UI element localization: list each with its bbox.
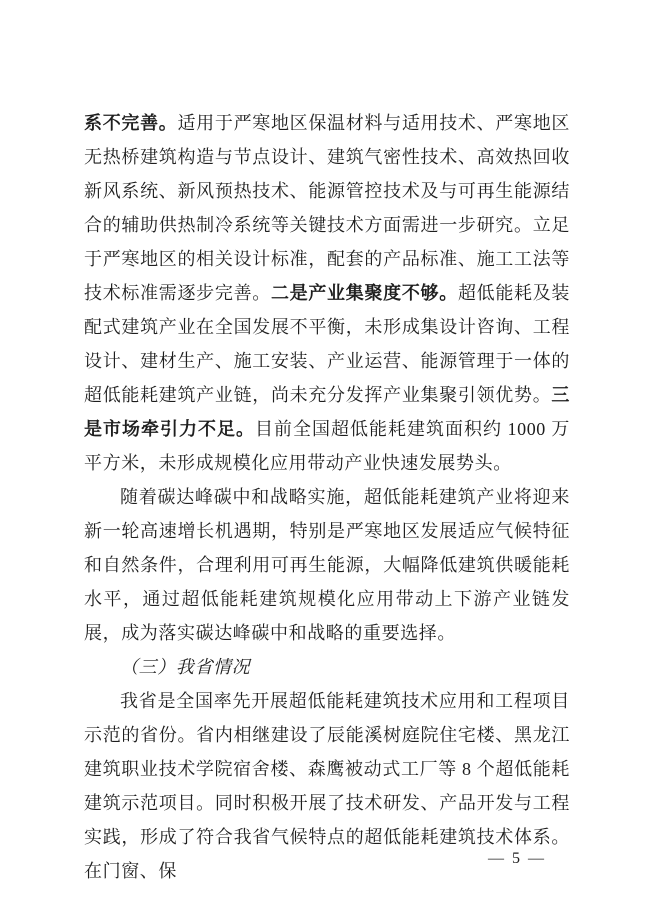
page-number: — 5 — bbox=[488, 850, 546, 867]
document-body bbox=[84, 106, 570, 888]
section-heading bbox=[84, 650, 570, 684]
text-run: 目前全国超低能耗建筑面积约 1000 万平方米，未形成规模化应用带动产业快速发展势头。 bbox=[84, 419, 570, 473]
emphasis-text-run: 系不完善。 bbox=[84, 113, 178, 133]
page-footer bbox=[488, 849, 546, 869]
text-run: 适用于严寒地区保温材料与适用技术、严寒地区无热桥建筑构造与节点设计、建筑气密性技术、高效热回收新风系统、新风预热技术、能源管控技术及与可再生能源结合的辅助供热制冷系统等关键技术方面需进一步研究。立足于严寒地区的相关设计标准，配套的产品标准、施工工法等技术标准需逐步完善。 bbox=[84, 113, 570, 303]
text-run: 超低能耗及装配式建筑产业在全国发展不平衡，未形成集设计咨询、工程设计、建材生产、施工安装、产业运营、能源管理于一体的超低能耗建筑产业链，尚未充分发挥产业集聚引领优势。 bbox=[84, 283, 571, 405]
text-run: （三）我省情况 bbox=[120, 657, 251, 677]
text-run: 随着碳达峰碳中和战略实施，超低能耗建筑产业将迎来新一轮高速增长机遇期，特别是严寒地区发展适应气候特征和自然条件，合理利用可再生能源，大幅降低建筑供暖能耗水平，通过超低能耗建筑规模化应用带动上下游产业链发展，成为落实碳达峰碳中和战略的重要选择。 bbox=[84, 487, 570, 643]
emphasis-text-run: 二是产业集聚度不够。 bbox=[270, 283, 458, 303]
emphasis-text-run: 三是市场牵引力不足。 bbox=[84, 385, 570, 439]
text-run: 我省是全国率先开展超低能耗建筑技术应用和工程项目示范的省份。省内相继建设了辰能溪树庭院住宅楼、黑龙江建筑职业技术学院宿舍楼、森鹰被动式工厂等 8 个超低能耗建筑示范项目。同时积极开展了技术研发、产品开发与工程实践，形成了符合我省气候特点的超低能耗建筑技术体系。在门窗、保 bbox=[84, 691, 570, 881]
paragraph bbox=[84, 106, 570, 480]
paragraph bbox=[84, 480, 570, 650]
